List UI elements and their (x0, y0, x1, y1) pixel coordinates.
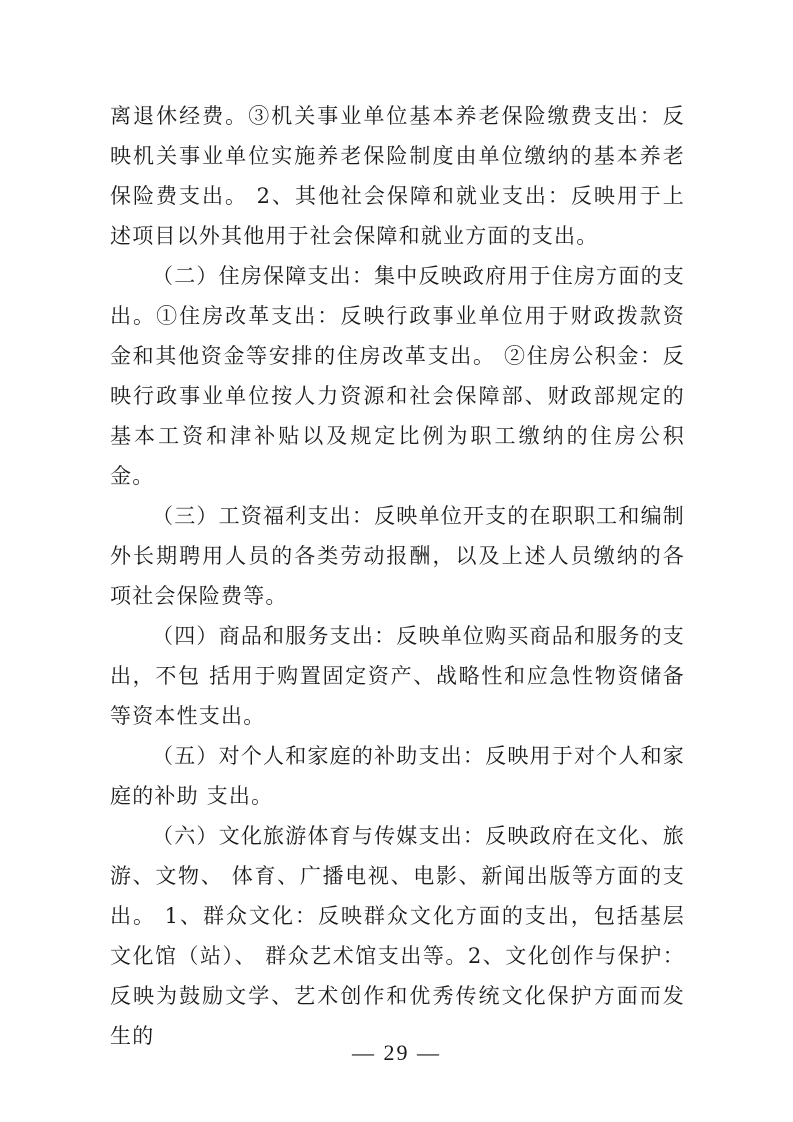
paragraph-3: （三）工资福利支出：反映单位开支的在职职工和编制外长期聘用人员的各类劳动报酬，以及上述人员缴纳的各项社会保险费等。 (110, 504, 685, 608)
document-body (110, 96, 685, 1056)
paragraph-4: （四）商品和服务支出：反映单位购买商品和服务的支出，不包 括用于购置固定资产、战略性和应急性物资储备等资本性支出。 (110, 624, 685, 728)
paragraph-5: （五）对个人和家庭的补助支出：反映用于对个人和家庭的补助 支出。 (110, 744, 685, 808)
paragraph-1: 离退休经费。③机关事业单位基本养老保险缴费支出：反映机关事业单位实施养老保险制度由单位缴纳的基本养老保险费支出。 2、其他社会保障和就业支出：反映用于上述项目以外其他用于社会保障和就业方面的支出。 (110, 104, 685, 248)
paragraph-2: （二）住房保障支出：集中反映政府用于住房方面的支出。①住房改革支出：反映行政事业单位用于财政拨款资金和其他资金等安排的住房改革支出。 ②住房公积金：反映行政事业单位按人力资源和社会保障部、财政部规定的基本工资和津补贴以及规定比例为职工缴纳的住房公积金。 (110, 264, 685, 488)
paragraph-6: （六）文化旅游体育与传媒支出：反映政府在文化、旅游、文物、 体育、广播电视、电影、新闻出版等方面的支出。 1、群众文化：反映群众文化方面的支出，包括基层文化馆（站）、 群众艺术馆支出等。2、文化创作与保护：反映为鼓励文学、艺术创作和优秀传统文化保护方面而发生的 (110, 824, 685, 1048)
page-number: — 29 — (352, 1040, 441, 1065)
